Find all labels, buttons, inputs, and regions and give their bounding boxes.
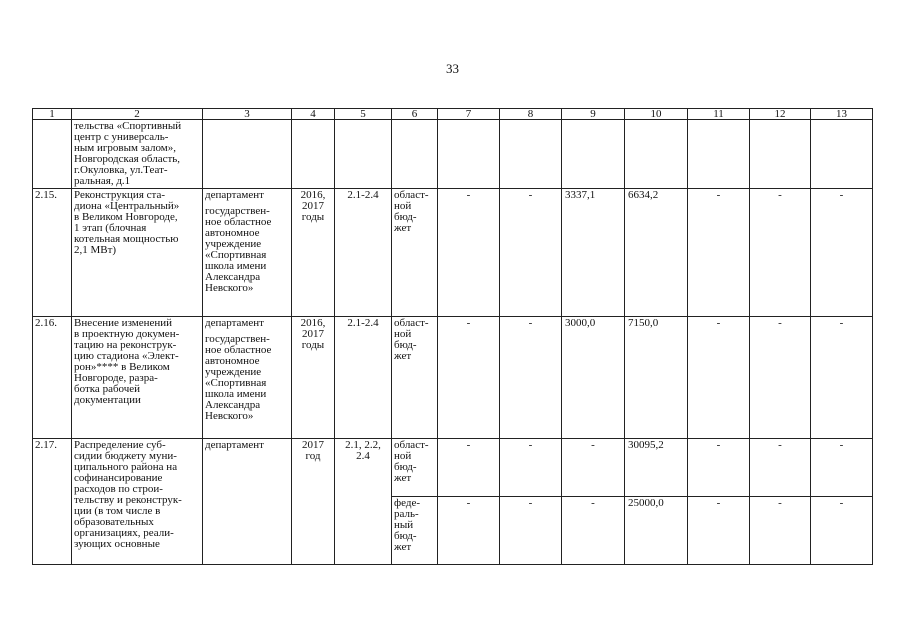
- value-cell: -: [811, 497, 873, 565]
- value-cell: 30095,2: [625, 439, 688, 497]
- value-cell: -: [500, 189, 562, 317]
- measure-name: тельства «Спортивный центр с универсаль- ным игровым залом», Новгородская область, г.Окуловка, ул.Теат- ральная, д.1: [72, 120, 203, 189]
- measure-name: Внесение изменений в проектную докумен- тацию на реконструк- цию стадиона «Элект- рон»**** в Великом Новгороде, разра- ботка рабочей документации: [72, 317, 203, 439]
- row-number: [33, 120, 72, 189]
- value-cell: -: [750, 497, 811, 565]
- source-cell: област- ной бюд- жет: [392, 317, 438, 439]
- value-cell: [438, 120, 500, 189]
- measure-name: Реконструкция ста- диона «Центральный» в Великом Новгороде, 1 этап (блочная котельная мощностью 2,1 МВт): [72, 189, 203, 317]
- value-cell: [625, 120, 688, 189]
- table-row: [33, 189, 873, 317]
- task-cell: [335, 120, 392, 189]
- value-cell: -: [750, 439, 811, 497]
- value-cell: -: [562, 439, 625, 497]
- table-row: [33, 317, 873, 439]
- value-cell: -: [688, 439, 750, 497]
- year-cell: 2016, 2017 годы: [292, 189, 335, 317]
- year-cell: 2017 год: [292, 439, 335, 565]
- value-cell: 7150,0: [625, 317, 688, 439]
- year-cell: [292, 120, 335, 189]
- value-cell: [562, 120, 625, 189]
- row-number: 2.15.: [33, 189, 72, 317]
- value-cell: -: [500, 497, 562, 565]
- source-cell: феде- раль- ный бюд- жет: [392, 497, 438, 565]
- task-cell: 2.1-2.4: [335, 189, 392, 317]
- task-cell: 2.1, 2.2, 2.4: [335, 439, 392, 565]
- source-cell: област- ной бюд- жет: [392, 439, 438, 497]
- column-header: 7: [438, 109, 500, 120]
- value-cell: -: [500, 439, 562, 497]
- value-cell: -: [688, 317, 750, 439]
- column-header: 12: [750, 109, 811, 120]
- value-cell: -: [750, 317, 811, 439]
- value-cell: -: [811, 189, 873, 317]
- value-cell: 25000,0: [625, 497, 688, 565]
- executor-secondary: государствен- ное областное автономное учреждение «Спортивная школa имени Александра Невского»: [205, 333, 272, 422]
- executor-cell: департамент: [203, 439, 292, 565]
- column-header: 4: [292, 109, 335, 120]
- column-header: 10: [625, 109, 688, 120]
- column-header: 6: [392, 109, 438, 120]
- task-cell: 2.1-2.4: [335, 317, 392, 439]
- value-cell: -: [438, 439, 500, 497]
- value-cell: [811, 120, 873, 189]
- value-cell: 6634,2: [625, 189, 688, 317]
- value-cell: -: [811, 317, 873, 439]
- page-number: 33: [446, 61, 459, 76]
- executor-primary: департамент: [205, 189, 264, 201]
- value-cell: -: [438, 189, 500, 317]
- measure-name: Распределение суб- сидии бюджету муни- ципального района на софинансирование расходов по строи- тельству и реконструк- ции (в том числе в образовательных организациях, реали- зующих основные: [72, 439, 203, 565]
- year-cell: 2016, 2017 годы: [292, 317, 335, 439]
- executor-primary: департамент: [205, 317, 264, 329]
- header-row: [33, 109, 873, 120]
- column-header: 11: [688, 109, 750, 120]
- column-header: 1: [33, 109, 72, 120]
- value-cell: [500, 120, 562, 189]
- source-cell: област- ной бюд- жет: [392, 189, 438, 317]
- column-header: 5: [335, 109, 392, 120]
- table-row: [33, 439, 873, 497]
- executor-cell: [203, 189, 292, 317]
- row-number: 2.17.: [33, 439, 72, 565]
- row-number: 2.16.: [33, 317, 72, 439]
- value-cell: -: [438, 317, 500, 439]
- value-cell: -: [811, 439, 873, 497]
- column-header: 13: [811, 109, 873, 120]
- value-cell: -: [562, 497, 625, 565]
- column-header: 2: [72, 109, 203, 120]
- column-header: 3: [203, 109, 292, 120]
- value-cell: 3337,1: [562, 189, 625, 317]
- executor-cell: [203, 317, 292, 439]
- table-row: [33, 120, 873, 189]
- column-header: 8: [500, 109, 562, 120]
- executor-secondary: государствен- ное областное автономное учреждение «Спортивная школа имени Александра Невского»: [205, 205, 272, 294]
- value-cell: [688, 120, 750, 189]
- value-cell: [750, 120, 811, 189]
- executor-cell: [203, 120, 292, 189]
- value-cell: 3000,0: [562, 317, 625, 439]
- value-cell: -: [688, 497, 750, 565]
- value-cell: -: [750, 189, 811, 317]
- column-header: 9: [562, 109, 625, 120]
- source-cell: [392, 120, 438, 189]
- budget-table: [32, 108, 873, 565]
- value-cell: -: [438, 497, 500, 565]
- value-cell: -: [500, 317, 562, 439]
- value-cell: -: [688, 189, 750, 317]
